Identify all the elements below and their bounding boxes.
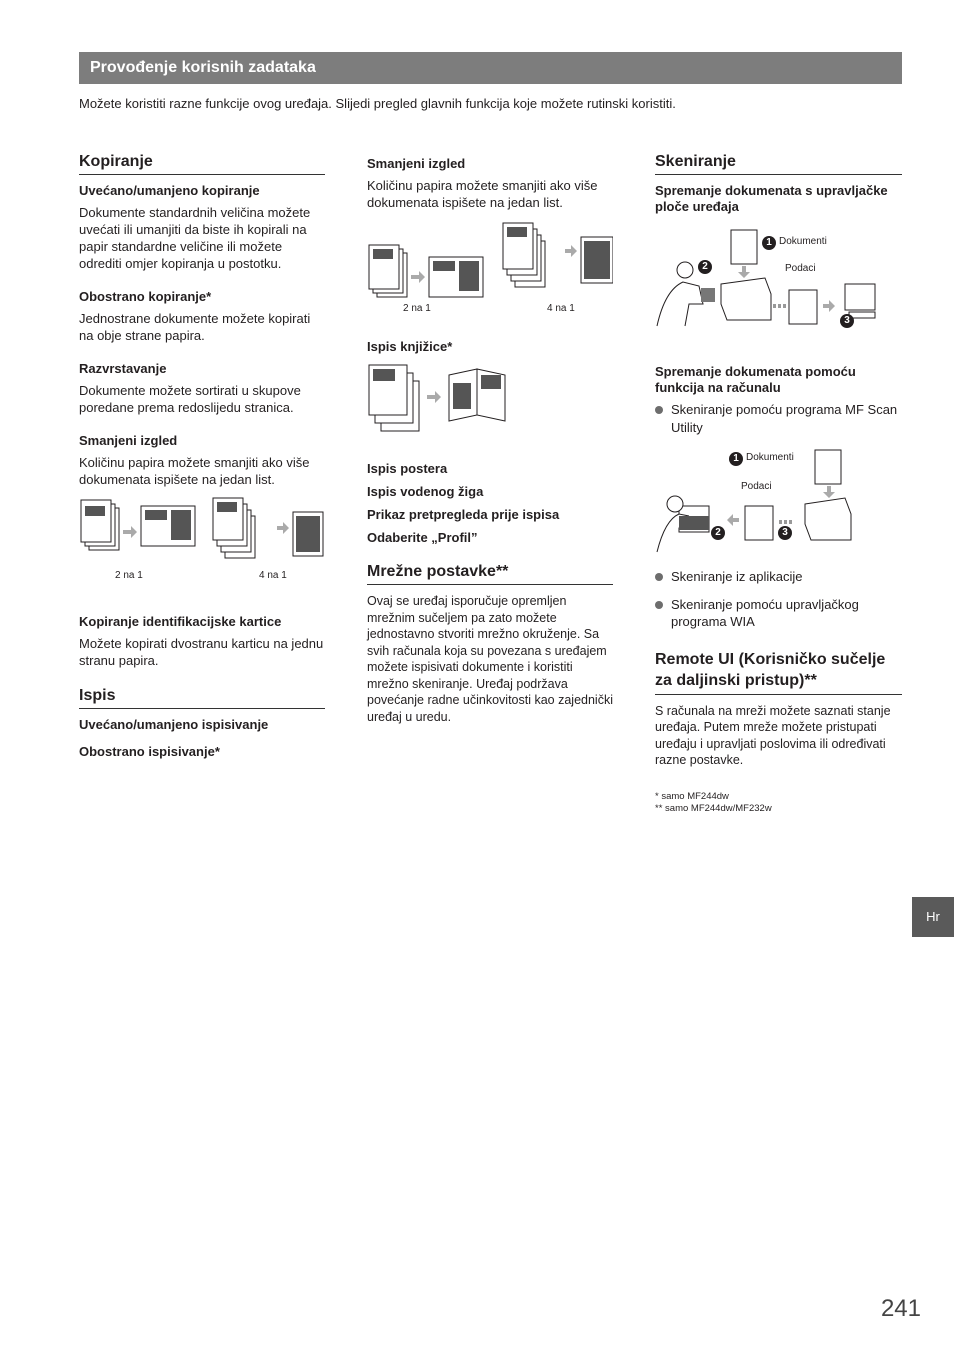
column-copying [79, 153, 325, 769]
section-banner: Provođenje korisnih zadataka [79, 52, 902, 84]
scan-panel-illustration [655, 220, 902, 346]
step-number: 1 [729, 452, 743, 466]
label-dokumenti: Dokumenti [746, 452, 794, 463]
heading-skeniranje: Skeniranje [655, 153, 902, 175]
section-text: Dokumente standardnih veličina možete uvećati ili umanjiti da biste ih kopirali na papir standardne veličine ili možete odrediti omjer kopiranja u postotku. [79, 205, 311, 271]
language-tab[interactable]: Hr [912, 897, 954, 937]
list-item: Ispis postera [367, 461, 448, 476]
bullet-mf-scan-utility [655, 401, 902, 436]
bullet-wia [655, 596, 902, 631]
section-title: Smanjeni izgled [79, 433, 178, 448]
section-reduced-layout-print [367, 156, 613, 211]
caption-2-in-1: 2 na 1 [403, 303, 431, 314]
bullet-text: Skeniranje pomoću upravljačkog programa WIA [671, 596, 859, 629]
list-item: Odaberite „Profil” [367, 530, 478, 545]
print-features-list [79, 717, 325, 759]
bullet-dot [655, 406, 663, 414]
print-features-list [367, 461, 613, 545]
remote-ui-text: S računala na mreži možete saznati stanje uređaja. Putem mreže možete pristupati uređaju i upravljati poslovima ili određivati razne postavke. [655, 703, 891, 767]
bullet-scan-from-app [655, 568, 902, 586]
step-number: 2 [711, 526, 725, 540]
step-number: 3 [778, 526, 792, 540]
list-item: Prikaz pretpregleda prije ispisa [367, 507, 560, 522]
booklet-illustration [367, 361, 613, 453]
caption-2-in-1: 2 na 1 [115, 570, 143, 581]
section-title: Uvećano/umanjeno kopiranje [79, 183, 260, 198]
reduced-layout-print-illustration [367, 217, 613, 317]
step-number: 3 [840, 314, 854, 328]
step-number: 1 [762, 236, 776, 250]
column-printing [367, 156, 613, 725]
heading-kopiranje: Kopiranje [79, 153, 325, 175]
bullet-text: Skeniranje pomoću programa MF Scan Utility [671, 402, 898, 435]
footnote: * samo MF244dw [655, 790, 729, 802]
intro-text: Možete koristiti razne funkcije ovog uređaja. Slijedi pregled glavnih funkcija koje možete rutinski koristiti. [79, 96, 676, 111]
section-title: Kopiranje identifikacijske kartice [79, 614, 282, 629]
label-dokumenti: Dokumenti [779, 236, 827, 247]
label-podaci: Podaci [785, 263, 816, 274]
network-text: Ovaj se uređaj isporučuje opremljen mrežnim sučeljem pa zato možete jednostavno stvoriti mrežno okruženje. Sa svih računala koja su povezana s uređajem možete ispisivati dokumente i koristiti mrežno skeniranje. Uređaj podržava povećanje radne učinkovitosti kao zajednički uređaj u uredu. [367, 594, 613, 724]
column-scanning [655, 153, 902, 815]
scan-pc-illustration [655, 446, 902, 558]
caption-4-in-1: 4 na 1 [547, 303, 575, 314]
list-item: Uvećano/umanjeno ispisivanje [79, 717, 269, 732]
section-title: Obostrano kopiranje* [79, 289, 212, 304]
section-text: Količinu papira možete smanjiti ako više dokumenata ispišete na jedan list. [367, 178, 598, 210]
section-text: Dokumente možete sortirati u skupove poredane prema redoslijedu stranica. [79, 383, 301, 415]
section-text: Možete kopirati dvostranu karticu na jednu stranu papira. [79, 636, 324, 668]
section-text: Jednostrane dokumente možete kopirati na obje strane papira. [79, 311, 311, 343]
pages-illustration [79, 496, 325, 578]
bullet-text: Skeniranje iz aplikacije [671, 569, 803, 584]
pc-scan-title: Spremanje dokumenata pomoću funkcija na računalu [655, 364, 856, 395]
footnotes [655, 791, 902, 815]
section-reduced-layout [79, 433, 325, 488]
section-enlarge-reduce [79, 183, 325, 272]
heading-remote-ui: Remote UI (Korisničko sučelje za daljinski pristup)** [655, 649, 902, 695]
booklet-title: Ispis knjižice* [367, 339, 453, 354]
section-duplex-copy [79, 289, 325, 344]
bullet-dot [655, 573, 663, 581]
step-number: 2 [698, 260, 712, 274]
footnote: ** samo MF244dw/MF232w [655, 802, 772, 814]
panel-scan-title: Spremanje dokumenata s upravljačke ploče uređaja [655, 183, 888, 214]
heading-ispis: Ispis [79, 687, 325, 709]
section-text: Količinu papira možete smanjiti ako više dokumenata ispišete na jedan list. [79, 455, 310, 487]
section-title: Razvrstavanje [79, 361, 167, 376]
caption-4-in-1: 4 na 1 [259, 570, 287, 581]
label-podaci: Podaci [741, 481, 772, 492]
bullet-dot [655, 601, 663, 609]
page-number: 241 [880, 1295, 921, 1322]
section-collate [79, 361, 325, 416]
heading-mrezne-postavke: Mrežne postavke** [367, 563, 613, 585]
list-item: Ispis vodenog žiga [367, 484, 484, 499]
section-id-card-copy [79, 614, 325, 669]
list-item: Obostrano ispisivanje* [79, 744, 220, 759]
booklet-pages-illustration [367, 361, 613, 441]
section-title: Smanjeni izgled [367, 156, 466, 171]
reduced-layout-illustration [79, 496, 325, 592]
pages-illustration [367, 217, 613, 303]
